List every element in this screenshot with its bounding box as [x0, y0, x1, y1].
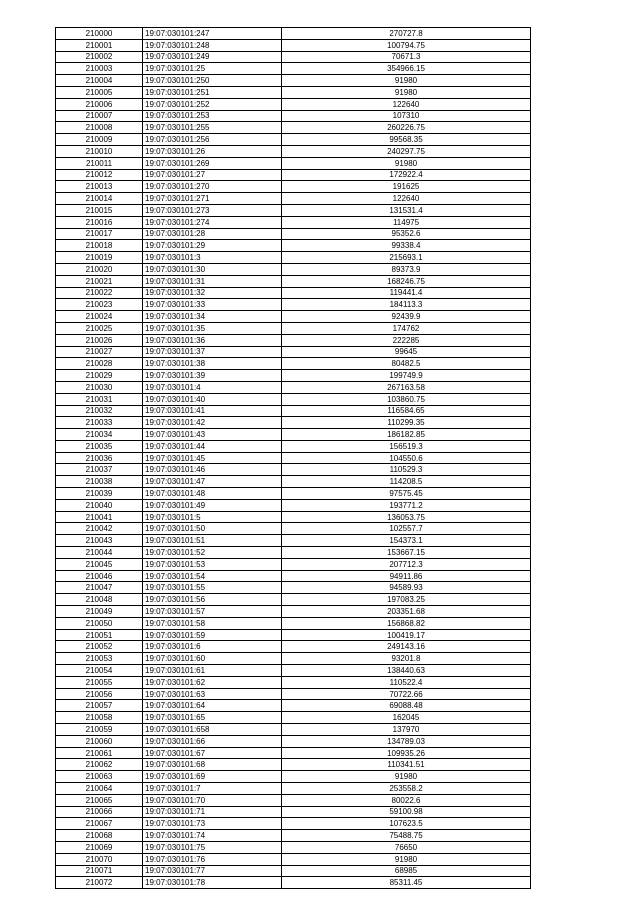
- table-body: [56, 28, 531, 889]
- row-number-cell: 210048: [56, 594, 143, 606]
- table-row: [56, 63, 531, 75]
- value-cell: 99645: [282, 346, 531, 358]
- row-number-cell: 210033: [56, 417, 143, 429]
- table-row: [56, 617, 531, 629]
- row-number-cell: 210040: [56, 499, 143, 511]
- cadastral-number-cell: 19:07:030101:41: [143, 405, 282, 417]
- table-row: [56, 193, 531, 205]
- table-row: [56, 830, 531, 842]
- cadastral-number-cell: 19:07:030101:248: [143, 39, 282, 51]
- cadastral-number-cell: 19:07:030101:62: [143, 676, 282, 688]
- value-cell: 99568.35: [282, 134, 531, 146]
- row-number-cell: 210039: [56, 488, 143, 500]
- row-number-cell: 210003: [56, 63, 143, 75]
- value-cell: 131531.4: [282, 204, 531, 216]
- row-number-cell: 210047: [56, 582, 143, 594]
- cadastral-number-cell: 19:07:030101:48: [143, 488, 282, 500]
- value-cell: 109935.26: [282, 747, 531, 759]
- cadastral-number-cell: 19:07:030101:66: [143, 735, 282, 747]
- table-row: [56, 488, 531, 500]
- cadastral-number-cell: 19:07:030101:43: [143, 429, 282, 441]
- value-cell: 95352.6: [282, 228, 531, 240]
- value-cell: 103860.75: [282, 393, 531, 405]
- cadastral-number-cell: 19:07:030101:26: [143, 145, 282, 157]
- table-row: [56, 499, 531, 511]
- row-number-cell: 210065: [56, 794, 143, 806]
- row-number-cell: 210044: [56, 547, 143, 559]
- table-row: [56, 818, 531, 830]
- row-number-cell: 210056: [56, 688, 143, 700]
- table-row: [56, 558, 531, 570]
- row-number-cell: 210066: [56, 806, 143, 818]
- row-number-cell: 210027: [56, 346, 143, 358]
- value-cell: 174762: [282, 322, 531, 334]
- value-cell: 104550.6: [282, 452, 531, 464]
- row-number-cell: 210029: [56, 370, 143, 382]
- row-number-cell: 210017: [56, 228, 143, 240]
- value-cell: 107310: [282, 110, 531, 122]
- cadastral-number-cell: 19:07:030101:658: [143, 724, 282, 736]
- table-row: [56, 700, 531, 712]
- cadastral-number-cell: 19:07:030101:247: [143, 28, 282, 40]
- cadastral-number-cell: 19:07:030101:25: [143, 63, 282, 75]
- value-cell: 240297.75: [282, 145, 531, 157]
- row-number-cell: 210025: [56, 322, 143, 334]
- table-row: [56, 405, 531, 417]
- row-number-cell: 210008: [56, 122, 143, 134]
- value-cell: 122640: [282, 98, 531, 110]
- value-cell: 94911.86: [282, 570, 531, 582]
- cadastral-number-cell: 19:07:030101:251: [143, 86, 282, 98]
- row-number-cell: 210070: [56, 853, 143, 865]
- value-cell: 68985: [282, 865, 531, 877]
- table-row: [56, 28, 531, 40]
- table-row: [56, 653, 531, 665]
- cadastral-number-cell: 19:07:030101:44: [143, 440, 282, 452]
- cadastral-number-cell: 19:07:030101:32: [143, 287, 282, 299]
- row-number-cell: 210051: [56, 629, 143, 641]
- value-cell: 80022.6: [282, 794, 531, 806]
- cadastral-number-cell: 19:07:030101:252: [143, 98, 282, 110]
- value-cell: 75488.75: [282, 830, 531, 842]
- row-number-cell: 210006: [56, 98, 143, 110]
- value-cell: 267163.58: [282, 381, 531, 393]
- cadastral-number-cell: 19:07:030101:271: [143, 193, 282, 205]
- row-number-cell: 210069: [56, 841, 143, 853]
- row-number-cell: 210014: [56, 193, 143, 205]
- row-number-cell: 210068: [56, 830, 143, 842]
- table-row: [56, 665, 531, 677]
- cadastral-number-cell: 19:07:030101:31: [143, 275, 282, 287]
- table-row: [56, 429, 531, 441]
- cadastral-number-cell: 19:07:030101:36: [143, 334, 282, 346]
- cadastral-number-cell: 19:07:030101:39: [143, 370, 282, 382]
- row-number-cell: 210019: [56, 252, 143, 264]
- row-number-cell: 210016: [56, 216, 143, 228]
- table-row: [56, 641, 531, 653]
- row-number-cell: 210042: [56, 523, 143, 535]
- row-number-cell: 210034: [56, 429, 143, 441]
- table-row: [56, 216, 531, 228]
- table-row: [56, 98, 531, 110]
- row-number-cell: 210032: [56, 405, 143, 417]
- row-number-cell: 210053: [56, 653, 143, 665]
- value-cell: 354966.15: [282, 63, 531, 75]
- value-cell: 168246.75: [282, 275, 531, 287]
- row-number-cell: 210063: [56, 771, 143, 783]
- row-number-cell: 210018: [56, 240, 143, 252]
- cadastral-number-cell: 19:07:030101:38: [143, 358, 282, 370]
- table-row: [56, 417, 531, 429]
- table-row: [56, 735, 531, 747]
- value-cell: 122640: [282, 193, 531, 205]
- table-row: [56, 877, 531, 889]
- row-number-cell: 210036: [56, 452, 143, 464]
- value-cell: 197083.25: [282, 594, 531, 606]
- row-number-cell: 210057: [56, 700, 143, 712]
- value-cell: 137970: [282, 724, 531, 736]
- cadastral-number-cell: 19:07:030101:78: [143, 877, 282, 889]
- table-row: [56, 676, 531, 688]
- cadastral-number-cell: 19:07:030101:256: [143, 134, 282, 146]
- value-cell: 110299.35: [282, 417, 531, 429]
- row-number-cell: 210021: [56, 275, 143, 287]
- row-number-cell: 210058: [56, 712, 143, 724]
- cadastral-number-cell: 19:07:030101:69: [143, 771, 282, 783]
- cadastral-number-cell: 19:07:030101:255: [143, 122, 282, 134]
- row-number-cell: 210011: [56, 157, 143, 169]
- cadastral-number-cell: 19:07:030101:59: [143, 629, 282, 641]
- cadastral-number-cell: 19:07:030101:27: [143, 169, 282, 181]
- table-row: [56, 547, 531, 559]
- table-row: [56, 39, 531, 51]
- table-row: [56, 134, 531, 146]
- table-row: [56, 86, 531, 98]
- table-row: [56, 311, 531, 323]
- cadastral-number-cell: 19:07:030101:274: [143, 216, 282, 228]
- table-row: [56, 452, 531, 464]
- value-cell: 249143.16: [282, 641, 531, 653]
- value-cell: 186182.85: [282, 429, 531, 441]
- value-cell: 100419.17: [282, 629, 531, 641]
- cadastral-number-cell: 19:07:030101:70: [143, 794, 282, 806]
- table-row: [56, 75, 531, 87]
- row-number-cell: 210041: [56, 511, 143, 523]
- value-cell: 153667.15: [282, 547, 531, 559]
- row-number-cell: 210026: [56, 334, 143, 346]
- cadastral-number-cell: 19:07:030101:29: [143, 240, 282, 252]
- value-cell: 70671.3: [282, 51, 531, 63]
- value-cell: 76650: [282, 841, 531, 853]
- value-cell: 70722.66: [282, 688, 531, 700]
- value-cell: 99338.4: [282, 240, 531, 252]
- value-cell: 207712.3: [282, 558, 531, 570]
- cadastral-number-cell: 19:07:030101:64: [143, 700, 282, 712]
- value-cell: 91980: [282, 157, 531, 169]
- row-number-cell: 210030: [56, 381, 143, 393]
- row-number-cell: 210038: [56, 476, 143, 488]
- value-cell: 138440.63: [282, 665, 531, 677]
- cadastral-number-cell: 19:07:030101:5: [143, 511, 282, 523]
- row-number-cell: 210049: [56, 606, 143, 618]
- table-row: [56, 110, 531, 122]
- table-row: [56, 228, 531, 240]
- row-number-cell: 210046: [56, 570, 143, 582]
- row-number-cell: 210005: [56, 86, 143, 98]
- cadastral-number-cell: 19:07:030101:273: [143, 204, 282, 216]
- row-number-cell: 210028: [56, 358, 143, 370]
- value-cell: 172922.4: [282, 169, 531, 181]
- table-row: [56, 464, 531, 476]
- cadastral-number-cell: 19:07:030101:40: [143, 393, 282, 405]
- value-cell: 119441.4: [282, 287, 531, 299]
- cadastral-number-cell: 19:07:030101:50: [143, 523, 282, 535]
- table-row: [56, 334, 531, 346]
- cadastral-number-cell: 19:07:030101:74: [143, 830, 282, 842]
- cadastral-number-cell: 19:07:030101:34: [143, 311, 282, 323]
- value-cell: 92439.9: [282, 311, 531, 323]
- table-row: [56, 287, 531, 299]
- row-number-cell: 210004: [56, 75, 143, 87]
- row-number-cell: 210062: [56, 759, 143, 771]
- cadastral-number-cell: 19:07:030101:56: [143, 594, 282, 606]
- table-row: [56, 240, 531, 252]
- value-cell: 116584.65: [282, 405, 531, 417]
- cadastral-number-cell: 19:07:030101:270: [143, 181, 282, 193]
- value-cell: 69088.48: [282, 700, 531, 712]
- cadastral-number-cell: 19:07:030101:55: [143, 582, 282, 594]
- row-number-cell: 210043: [56, 535, 143, 547]
- table-row: [56, 145, 531, 157]
- value-cell: 107623.5: [282, 818, 531, 830]
- value-cell: 203351.68: [282, 606, 531, 618]
- table-row: [56, 204, 531, 216]
- value-cell: 260226.75: [282, 122, 531, 134]
- table-row: [56, 606, 531, 618]
- row-number-cell: 210010: [56, 145, 143, 157]
- row-number-cell: 210071: [56, 865, 143, 877]
- value-cell: 85311.45: [282, 877, 531, 889]
- value-cell: 110529.3: [282, 464, 531, 476]
- value-cell: 91980: [282, 86, 531, 98]
- cadastral-number-cell: 19:07:030101:60: [143, 653, 282, 665]
- cadastral-number-cell: 19:07:030101:6: [143, 641, 282, 653]
- cadastral-number-cell: 19:07:030101:51: [143, 535, 282, 547]
- table-row: [56, 853, 531, 865]
- table-row: [56, 346, 531, 358]
- cadastral-number-cell: 19:07:030101:47: [143, 476, 282, 488]
- cadastral-number-cell: 19:07:030101:33: [143, 299, 282, 311]
- value-cell: 80482.5: [282, 358, 531, 370]
- cadastral-number-cell: 19:07:030101:68: [143, 759, 282, 771]
- value-cell: 91980: [282, 771, 531, 783]
- table-row: [56, 370, 531, 382]
- cadastral-number-cell: 19:07:030101:3: [143, 252, 282, 264]
- cadastral-number-cell: 19:07:030101:49: [143, 499, 282, 511]
- value-cell: 162045: [282, 712, 531, 724]
- table-row: [56, 594, 531, 606]
- value-cell: 193771.2: [282, 499, 531, 511]
- cadastral-number-cell: 19:07:030101:7: [143, 783, 282, 795]
- table-row: [56, 122, 531, 134]
- cadastral-number-cell: 19:07:030101:71: [143, 806, 282, 818]
- row-number-cell: 210064: [56, 783, 143, 795]
- row-number-cell: 210037: [56, 464, 143, 476]
- cadastral-number-cell: 19:07:030101:37: [143, 346, 282, 358]
- cadastral-number-cell: 19:07:030101:35: [143, 322, 282, 334]
- row-number-cell: 210000: [56, 28, 143, 40]
- table-row: [56, 322, 531, 334]
- cadastral-number-cell: 19:07:030101:52: [143, 547, 282, 559]
- row-number-cell: 210045: [56, 558, 143, 570]
- table-row: [56, 570, 531, 582]
- cadastral-number-cell: 19:07:030101:250: [143, 75, 282, 87]
- value-cell: 100794.75: [282, 39, 531, 51]
- value-cell: 184113.3: [282, 299, 531, 311]
- value-cell: 102557.7: [282, 523, 531, 535]
- row-number-cell: 210061: [56, 747, 143, 759]
- value-cell: 136053.75: [282, 511, 531, 523]
- cadastral-number-cell: 19:07:030101:63: [143, 688, 282, 700]
- cadastral-number-cell: 19:07:030101:61: [143, 665, 282, 677]
- value-cell: 89373.9: [282, 263, 531, 275]
- row-number-cell: 210055: [56, 676, 143, 688]
- value-cell: 110522.4: [282, 676, 531, 688]
- row-number-cell: 210050: [56, 617, 143, 629]
- cadastral-value-table: [55, 27, 531, 889]
- table-row: [56, 181, 531, 193]
- table-row: [56, 865, 531, 877]
- table-row: [56, 688, 531, 700]
- row-number-cell: 210031: [56, 393, 143, 405]
- row-number-cell: 210009: [56, 134, 143, 146]
- value-cell: 114208.5: [282, 476, 531, 488]
- row-number-cell: 210022: [56, 287, 143, 299]
- cadastral-number-cell: 19:07:030101:4: [143, 381, 282, 393]
- table-row: [56, 582, 531, 594]
- value-cell: 134789.03: [282, 735, 531, 747]
- value-cell: 199749.9: [282, 370, 531, 382]
- cadastral-number-cell: 19:07:030101:67: [143, 747, 282, 759]
- cadastral-number-cell: 19:07:030101:58: [143, 617, 282, 629]
- row-number-cell: 210035: [56, 440, 143, 452]
- cadastral-number-cell: 19:07:030101:45: [143, 452, 282, 464]
- cadastral-number-cell: 19:07:030101:28: [143, 228, 282, 240]
- row-number-cell: 210020: [56, 263, 143, 275]
- cadastral-number-cell: 19:07:030101:269: [143, 157, 282, 169]
- row-number-cell: 210013: [56, 181, 143, 193]
- table-row: [56, 523, 531, 535]
- table-row: [56, 794, 531, 806]
- value-cell: 253558.2: [282, 783, 531, 795]
- table-row: [56, 759, 531, 771]
- value-cell: 270727.8: [282, 28, 531, 40]
- cadastral-number-cell: 19:07:030101:249: [143, 51, 282, 63]
- value-cell: 97575.45: [282, 488, 531, 500]
- value-cell: 94589.93: [282, 582, 531, 594]
- table-row: [56, 511, 531, 523]
- cadastral-number-cell: 19:07:030101:73: [143, 818, 282, 830]
- value-cell: 222285: [282, 334, 531, 346]
- cadastral-number-cell: 19:07:030101:46: [143, 464, 282, 476]
- table-row: [56, 771, 531, 783]
- row-number-cell: 210067: [56, 818, 143, 830]
- cadastral-number-cell: 19:07:030101:53: [143, 558, 282, 570]
- table-row: [56, 476, 531, 488]
- row-number-cell: 210007: [56, 110, 143, 122]
- table-row: [56, 806, 531, 818]
- value-cell: 91980: [282, 853, 531, 865]
- cadastral-number-cell: 19:07:030101:75: [143, 841, 282, 853]
- row-number-cell: 210072: [56, 877, 143, 889]
- table-row: [56, 169, 531, 181]
- value-cell: 154373.1: [282, 535, 531, 547]
- cadastral-number-cell: 19:07:030101:253: [143, 110, 282, 122]
- table-row: [56, 263, 531, 275]
- row-number-cell: 210015: [56, 204, 143, 216]
- row-number-cell: 210054: [56, 665, 143, 677]
- row-number-cell: 210023: [56, 299, 143, 311]
- value-cell: 59100.98: [282, 806, 531, 818]
- table-row: [56, 358, 531, 370]
- cadastral-number-cell: 19:07:030101:54: [143, 570, 282, 582]
- cadastral-number-cell: 19:07:030101:42: [143, 417, 282, 429]
- cadastral-number-cell: 19:07:030101:76: [143, 853, 282, 865]
- value-cell: 156868.82: [282, 617, 531, 629]
- data-table: [55, 27, 531, 889]
- table-row: [56, 747, 531, 759]
- row-number-cell: 210052: [56, 641, 143, 653]
- value-cell: 93201.8: [282, 653, 531, 665]
- table-row: [56, 629, 531, 641]
- row-number-cell: 210012: [56, 169, 143, 181]
- row-number-cell: 210001: [56, 39, 143, 51]
- table-row: [56, 252, 531, 264]
- row-number-cell: 210002: [56, 51, 143, 63]
- row-number-cell: 210059: [56, 724, 143, 736]
- table-row: [56, 535, 531, 547]
- table-row: [56, 299, 531, 311]
- cadastral-number-cell: 19:07:030101:65: [143, 712, 282, 724]
- value-cell: 215693.1: [282, 252, 531, 264]
- row-number-cell: 210060: [56, 735, 143, 747]
- table-row: [56, 440, 531, 452]
- cadastral-number-cell: 19:07:030101:57: [143, 606, 282, 618]
- cadastral-number-cell: 19:07:030101:77: [143, 865, 282, 877]
- table-row: [56, 712, 531, 724]
- value-cell: 110341.51: [282, 759, 531, 771]
- table-row: [56, 275, 531, 287]
- table-row: [56, 157, 531, 169]
- table-row: [56, 51, 531, 63]
- table-row: [56, 783, 531, 795]
- table-row: [56, 381, 531, 393]
- value-cell: 191625: [282, 181, 531, 193]
- cadastral-number-cell: 19:07:030101:30: [143, 263, 282, 275]
- value-cell: 91980: [282, 75, 531, 87]
- table-row: [56, 724, 531, 736]
- value-cell: 114975: [282, 216, 531, 228]
- row-number-cell: 210024: [56, 311, 143, 323]
- table-row: [56, 841, 531, 853]
- table-row: [56, 393, 531, 405]
- value-cell: 156519.3: [282, 440, 531, 452]
